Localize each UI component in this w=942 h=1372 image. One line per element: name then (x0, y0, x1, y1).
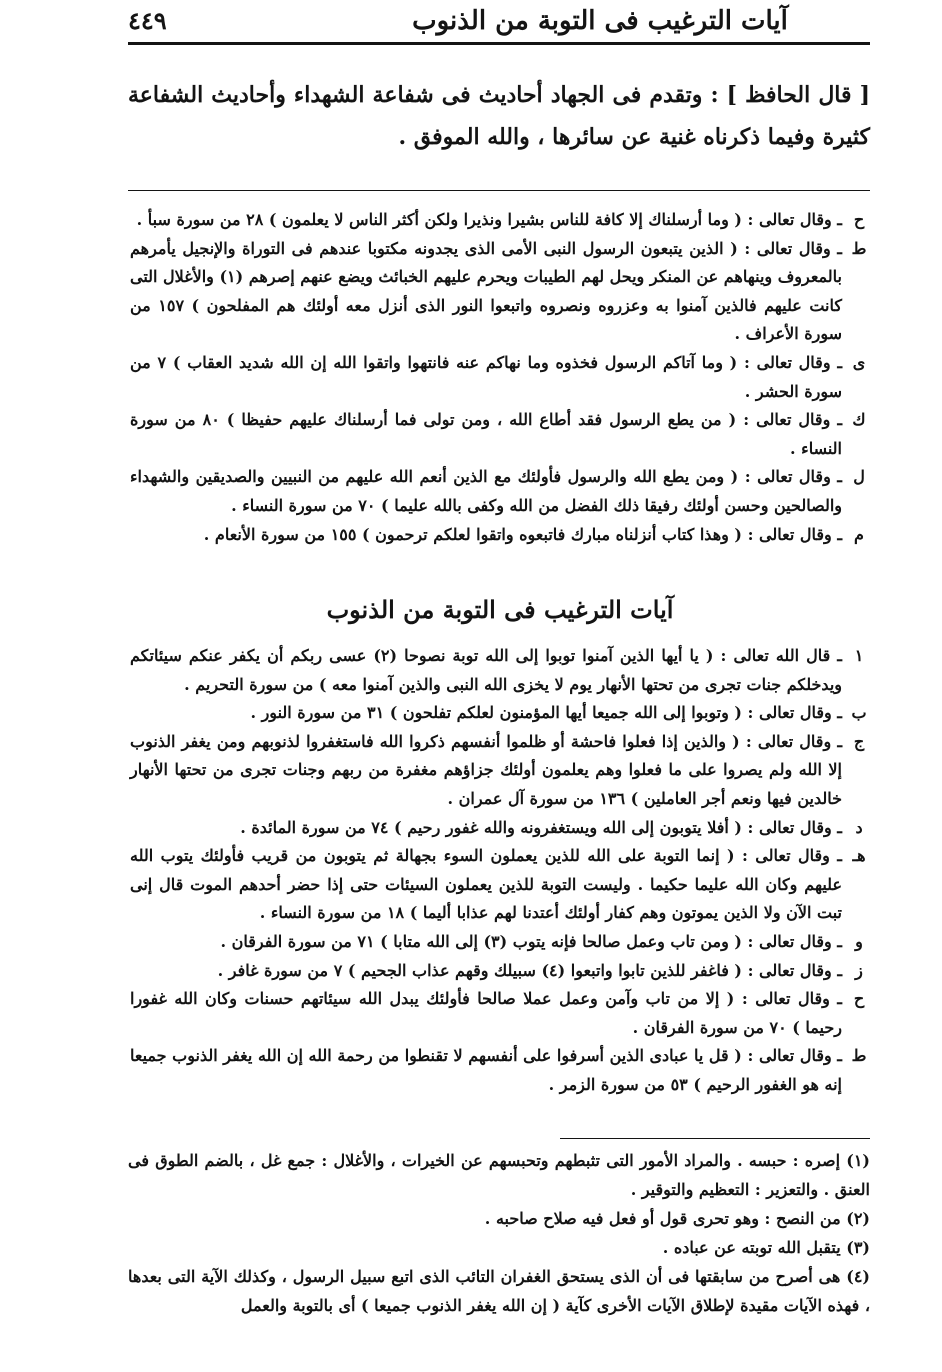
verse-entry (130, 957, 870, 986)
section-heading: آيات الترغيب فى التوبة من الذنوب (326, 595, 674, 624)
verse-entry (130, 463, 870, 520)
verse-marker: و (855, 931, 863, 951)
verse-entry (130, 521, 870, 550)
intro-paragraph: [ قال الحافظ ] : وتقدم فى الجهاد أحاديث فى شفاعة الشهداء وأحاديث الشفاعة كثيرة وفيما ذكرناه غنية عن سائرها ، والله الموفق . (128, 82, 870, 150)
verse-marker: ح (853, 989, 865, 1009)
footnote: (٣) يتقبل الله توبته عن عباده . (662, 1238, 870, 1257)
verse-text: ـ وقال تعالى : ( ومن تاب وعمل صالحا فإنه يتوب (٣) إلى الله متابا ) ٧١ من سورة الفرقان . (220, 931, 842, 951)
verse-marker: د (855, 817, 863, 837)
verse-entry (130, 842, 870, 928)
verse-text: ـ وقال تعالى : ( إلا من تاب وآمن وعمل عملا صالحا فأولئك يبدل الله سيئاتهم حسنات وكان الله غفورا رحيما ) ٧٠ من سورة الفرقان . (130, 989, 842, 1037)
footnote: (٤) هى أصرح من سابقتها فى أن الذى يستحق الغفران التائب الذى اتبع سبيل الرسول ، وكذلك الآية التى بعدها ، فهذه الآيات مقيدة لإطلاق الآيات الأخرى كآية ( إن الله يغفر الذنوب جميعا ) أى بالتوبة والعمل (128, 1267, 870, 1315)
verse-entry (130, 642, 870, 699)
verse-text: ـ وقال تعالى : ( وما آتاكم الرسول فخذوه وما نهاكم عنه فانتهوا واتقوا الله إن الله شديد العقاب ) ٧ من سورة الحشر . (130, 352, 842, 401)
verse-marker: ط (851, 1046, 867, 1066)
verse-entry (130, 985, 870, 1042)
verse-entry (130, 406, 870, 463)
verse-entry (130, 814, 870, 843)
footnote-rule (560, 1138, 870, 1139)
footnote: (١) إصره : حبسه . والمراد الأمور التى تثبطهم وتحبسهم عن الخيرات ، والأغلال : جمع غل ، بالضم الطوق فى العنق . والتعزير : التعظيم والتوقير . (128, 1151, 870, 1199)
verse-entry (130, 699, 870, 728)
verse-entry (130, 728, 870, 814)
footnote: (٢) من النصح : وهو تحرى قول أو فعل فيه صلاح صاحبه . (484, 1209, 870, 1228)
verse-text: ـ وقال تعالى : ( من يطع الرسول فقد أطاع الله ، ومن تولى فما أرسلناك عليهم حفيظا ) ٨٠ من سورة النساء . (130, 410, 843, 458)
verse-text: ـ وقال تعالى : ( الذين يتبعون الرسول النبى الأمى الذى يجدونه مكتوبا عندهم فى التوراة والإنجيل يأمرهم بالمعروف وينهاهم عن المنكر ويحل لهم الطيبات ويحرم عليهم الخبائث ويضع عنهم إصرهم (١) والأغلال التى كانت عليهم فالذين آمنوا به وعزروه ونصروه واتبعوا النور الذى أنزل معه أولئك هم المفلحون ) ١٥٧ من سورة الأعراف . (130, 238, 843, 344)
running-title: آيات الترغيب فى التوبة من الذنوب (412, 6, 788, 36)
verse-marker: ى (852, 352, 866, 372)
page-number: ٤٤٩ (128, 6, 167, 35)
repentance-verse-list (130, 642, 870, 1100)
verse-text: ـ قال الله تعالى : ( يا أيها الذين آمنوا توبوا إلى الله توبة نصوحا (٢) عسى ربكم أن يكفر عنكم سيئاتكم ويدخلكم جنات تجرى من تحتها الأنهار يوم لا يخزى الله النبى والذين آمنوا معه ) من سورة التحريم . (130, 646, 842, 694)
verse-marker: ز (855, 960, 863, 980)
intro-rule (128, 190, 870, 191)
verse-marker: ل (853, 467, 865, 487)
verse-text: ـ وقال تعالى : ( وتوبوا إلى الله جميعا أيها المؤمنون لعلكم تفلحون ) ٣١ من سورة النور . (250, 703, 842, 723)
footnotes (128, 1146, 870, 1320)
verse-entry (130, 235, 870, 349)
verse-marker: م (854, 524, 864, 544)
verse-entry (130, 928, 870, 957)
verse-marker: ك (852, 410, 866, 430)
verse-text: ـ وقال تعالى : ( والذين إذا فعلوا فاحشة أو ظلموا أنفسهم ذكروا الله فاستغفروا لذنوبهم ومن يغفر الذنوب إلا الله ولم يصروا على ما فعلوا وهم يعلمون أولئك جزاؤهم مغفرة من ربهم وجنات تجرى من تحتها الأنهار خالدين فيها ونعم أجر العاملين ) ١٣٦ من سورة آل عمران . (130, 731, 842, 808)
verse-text: ـ وقال تعالى : ( فاغفر للذين تابوا واتبعوا (٤) سبيلك وقهم عذاب الجحيم ) ٧ من سورة غافر . (217, 960, 842, 980)
verse-text: ـ وقال تعالى : ( ومن يطع الله والرسول فأولئك مع الذين أنعم الله عليهم من النبيين والصديقين والشهداء والصالحين وحسن أولئك رفيقا ذلك الفضل من الله وكفى بالله عليما ) ٧٠ من سورة النساء . (130, 467, 842, 515)
verse-text: ـ وقال تعالى : ( قل يا عبادى الذين أسرفوا على أنفسهم لا تقنطوا من رحمة الله إن الله يغفر الذنوب جميعا إنه هو الغفور الرحيم ) ٥٣ من سورة الزمر . (130, 1046, 842, 1094)
verse-marker: ط (851, 238, 867, 258)
verse-marker: ج (853, 731, 865, 751)
verse-marker: ١ (854, 646, 864, 665)
header-rule (128, 42, 870, 45)
verse-marker: ح (853, 210, 865, 229)
verse-marker: هـ (852, 846, 866, 866)
verse-marker: ب (851, 703, 867, 723)
verse-text: ـ وقال تعالى : ( وما أرسلناك إلا كافة للناس بشيرا ونذيرا ولكن أكثر الناس لا يعلمون ) ٢٨ من سورة سبأ . (136, 210, 842, 229)
verse-text: ـ وقال تعالى : ( أفلا يتوبون إلى الله ويستغفرونه والله غفور رحيم ) ٧٤ من سورة المائدة . (240, 817, 842, 837)
verse-entry (130, 206, 870, 235)
verse-text: ـ وقال تعالى : ( إنما التوبة على الله للذين يعملون السوء بجهالة ثم يتوبون من قريب فأولئك يتوب الله عليهم وكان الله عليما حكيما . وليست التوبة للذين يعملون السيئات حتى إذا حضر أحدهم الموت قال إنى تبت الآن ولا الذين يموتون وهم كفار أولئك أعتدنا لهم عذابا أليما ) ١٨ من سورة النساء . (130, 846, 842, 923)
prev-verse-list (130, 206, 870, 549)
verse-entry (130, 349, 870, 406)
verse-entry (130, 1042, 870, 1099)
verse-text: ـ وقال تعالى : ( وهذا كتاب أنزلناه مبارك فاتبعوه واتقوا لعلكم ترحمون ) ١٥٥ من سورة الأنعام . (203, 524, 842, 544)
